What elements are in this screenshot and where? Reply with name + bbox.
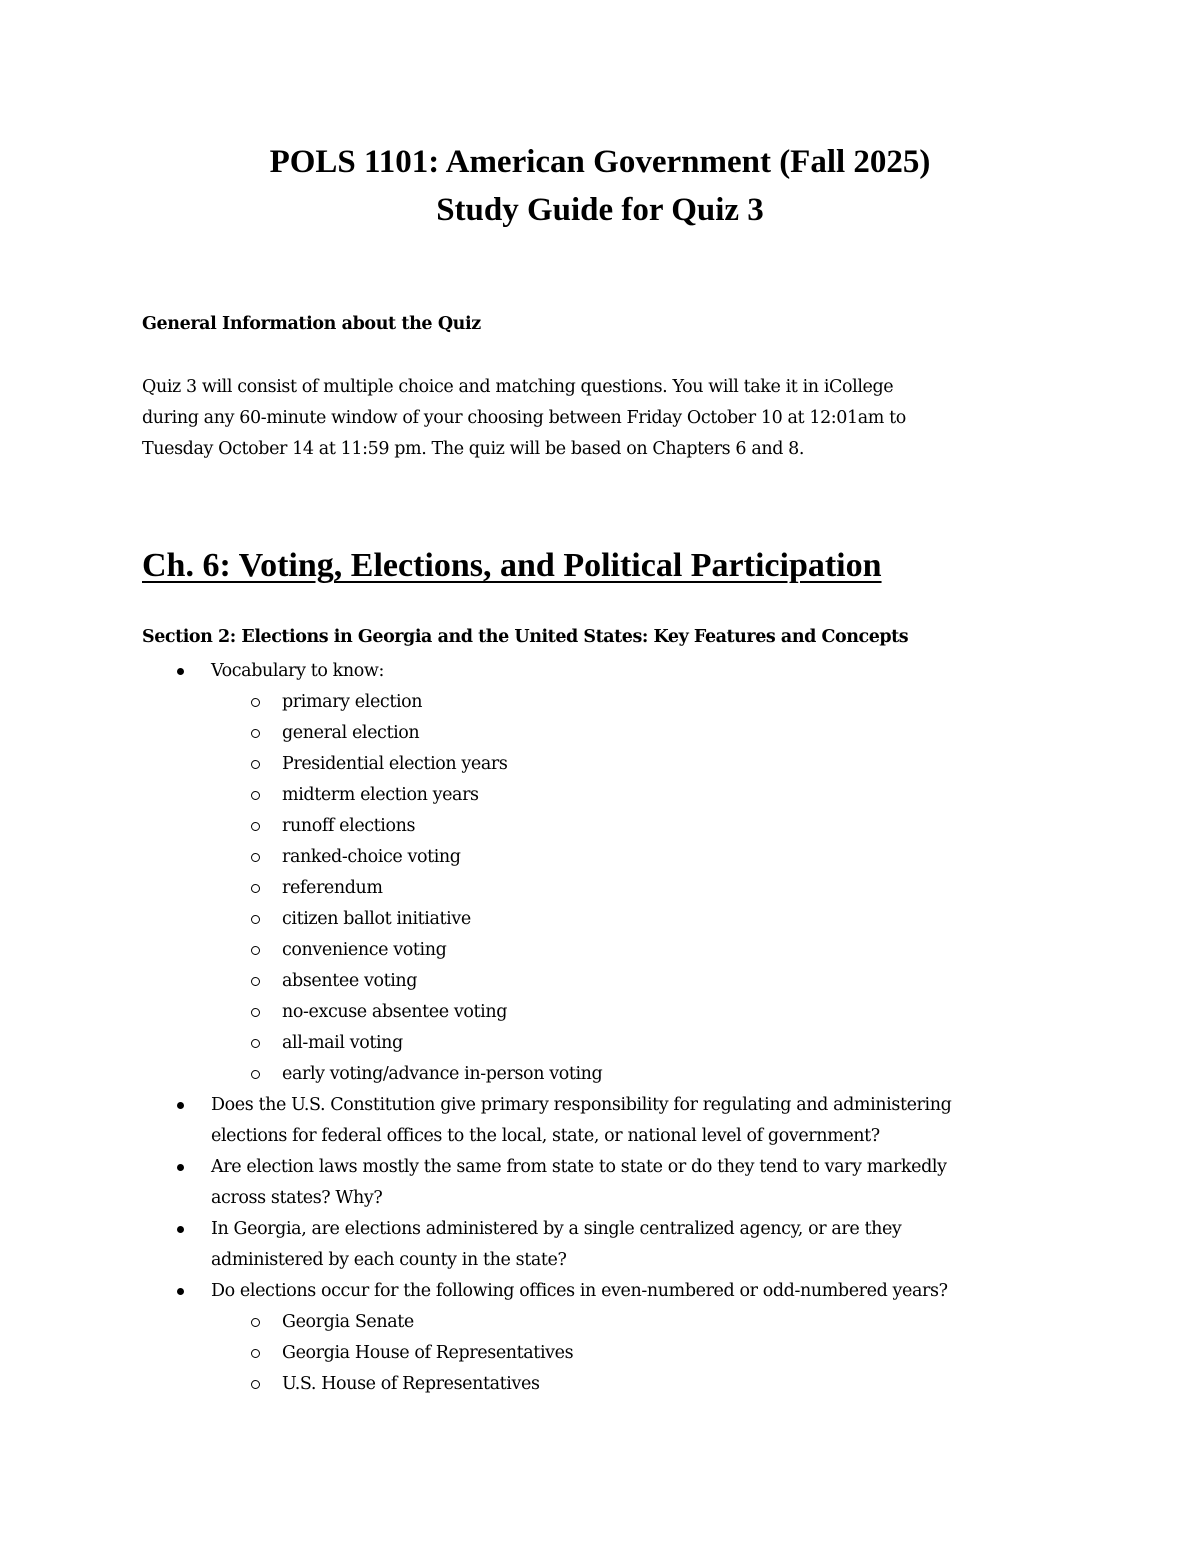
bullet-circle-icon bbox=[251, 884, 260, 893]
bullet-circle-icon bbox=[251, 1349, 260, 1358]
bullet-dot-icon bbox=[177, 1288, 184, 1295]
vocab-term: referendum bbox=[282, 878, 383, 898]
vocab-label: Vocabulary to know: bbox=[211, 661, 384, 681]
bullet-circle-icon bbox=[251, 729, 260, 738]
general-info-paragraph bbox=[142, 372, 1042, 465]
bullet-circle-icon bbox=[251, 1039, 260, 1048]
bullet-circle-icon bbox=[251, 1318, 260, 1327]
paragraph-line: Tuesday October 14 at 11:59 pm. The quiz will be based on Chapters 6 and 8. bbox=[142, 439, 805, 459]
question-line: Do elections occur for the following offices in even-numbered or odd-numbered years? bbox=[211, 1281, 948, 1301]
bullet-circle-icon bbox=[251, 1380, 260, 1389]
bullet-circle-icon bbox=[251, 698, 260, 707]
bullet-circle-icon bbox=[251, 1070, 260, 1079]
bullet-circle-icon bbox=[251, 822, 260, 831]
bullet-circle-icon bbox=[251, 1008, 260, 1017]
vocab-term: all-mail voting bbox=[282, 1033, 403, 1053]
office-item: Georgia House of Representatives bbox=[282, 1343, 574, 1363]
question-line: Does the U.S. Constitution give primary responsibility for regulating and administering bbox=[211, 1095, 952, 1115]
course-title: POLS 1101: American Government (Fall 2025) bbox=[269, 144, 931, 180]
paragraph-line: during any 60-minute window of your choosing between Friday October 10 at 12:01am to bbox=[142, 408, 906, 428]
office-item: U.S. House of Representatives bbox=[282, 1374, 540, 1394]
vocab-term: Presidential election years bbox=[282, 754, 508, 774]
office-item: Georgia Senate bbox=[282, 1312, 414, 1332]
bullet-circle-icon bbox=[251, 977, 260, 986]
vocab-term: midterm election years bbox=[282, 785, 479, 805]
vocab-term: absentee voting bbox=[282, 971, 418, 991]
vocab-term: primary election bbox=[282, 692, 423, 712]
chapter-heading: Ch. 6: Voting, Elections, and Political Participation bbox=[142, 547, 882, 584]
bullet-circle-icon bbox=[251, 946, 260, 955]
question-line: administered by each county in the state? bbox=[211, 1250, 567, 1270]
bullet-circle-icon bbox=[251, 760, 260, 769]
vocab-term: convenience voting bbox=[282, 940, 447, 960]
bullet-circle-icon bbox=[251, 915, 260, 924]
guide-title: Study Guide for Quiz 3 bbox=[436, 192, 764, 228]
bullet-dot-icon bbox=[177, 668, 184, 675]
bullet-circle-icon bbox=[251, 791, 260, 800]
question-line: Are election laws mostly the same from state to state or do they tend to vary markedly bbox=[211, 1157, 947, 1177]
vocab-term: early voting/advance in-person voting bbox=[282, 1064, 603, 1084]
question-line: across states? Why? bbox=[211, 1188, 383, 1208]
section-heading: Section 2: Elections in Georgia and the United States: Key Features and Concepts bbox=[142, 627, 909, 647]
bullet-dot-icon bbox=[177, 1226, 184, 1233]
question-line: elections for federal offices to the local, state, or national level of government? bbox=[211, 1126, 880, 1146]
vocab-term: runoff elections bbox=[282, 816, 416, 836]
general-info-heading: General Information about the Quiz bbox=[142, 314, 481, 334]
vocab-term: general election bbox=[282, 723, 420, 743]
bullet-dot-icon bbox=[177, 1164, 184, 1171]
vocab-term: citizen ballot initiative bbox=[282, 909, 471, 929]
vocab-term: ranked-choice voting bbox=[282, 847, 461, 867]
question-line: In Georgia, are elections administered by a single centralized agency, or are they bbox=[211, 1219, 902, 1239]
vocab-term: no-excuse absentee voting bbox=[282, 1002, 507, 1022]
bullet-circle-icon bbox=[251, 853, 260, 862]
bullet-dot-icon bbox=[177, 1102, 184, 1109]
paragraph-line: Quiz 3 will consist of multiple choice and matching questions. You will take it in iCollege bbox=[142, 377, 894, 397]
